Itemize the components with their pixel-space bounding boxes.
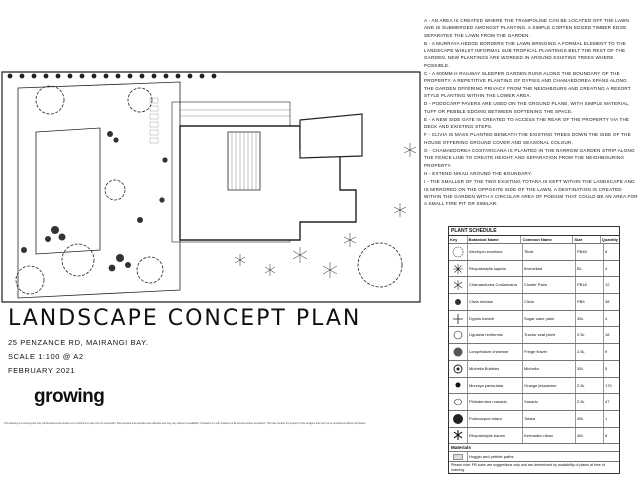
botanical-name: Rhopalostylis sapida [468, 261, 523, 277]
plant-row [449, 411, 619, 428]
plant-row [449, 428, 619, 445]
col-botanical: Botanical Name [468, 236, 522, 243]
design-notes [424, 17, 638, 208]
murraya-hedge [8, 74, 217, 79]
note: H - EXTEND NIKAU AROUND THE BOUNDARY. [424, 170, 532, 176]
common-name: Clivia [523, 294, 576, 310]
plant-quantity: 18 [605, 332, 610, 338]
plant-quantity: 9 [605, 349, 608, 355]
plant-row [449, 344, 619, 361]
lawn-area [36, 128, 100, 254]
schedule-heading: PLANT SCHEDULE [449, 227, 619, 236]
garden-edge [18, 82, 180, 298]
note: D - PODOCARP PAVERS ARE USED ON THE GROUND PLANE, WITH SIMPLE MATERIAL, TUFF OR PEBBLE EDGING BETWEEN SOFTENING THE SPACE. [424, 101, 630, 114]
botanical-name: Philodendron xanadu [468, 394, 523, 410]
plant-quantity: 6 [605, 249, 608, 254]
botanical-name: Podocarpus totara [468, 411, 523, 427]
common-name: Tractor seat plant [523, 327, 576, 343]
plant-row [449, 311, 619, 328]
plant-symbol-icon [449, 344, 468, 360]
common-name: Kermadec nikau [523, 428, 576, 444]
plant-quantity: 38 [605, 299, 610, 305]
note: C - A 600MM H RAILWAY SLEEPER GARDEN RUNS ALONG THE BOUNDARY OF THE PROPERTY. A REPETITIVE PLANTING OF DYPSIS AND CHAMAEDOREA SPANS ALONG THE GARDEN OFFERING PRIVACY FROM THE NEIGHBOURS AND CREATING A RESORT STYLE PLANTING WITHIN THE LOWER AREA. [424, 71, 631, 98]
col-key: Key [449, 236, 468, 243]
date: FEBRUARY 2021 [8, 366, 76, 375]
plant-row [449, 394, 619, 411]
plant-quantity: 5 [605, 365, 608, 371]
plant-symbol-icon [449, 428, 468, 444]
materials-row [449, 452, 619, 462]
botanical-name: Chamaedorea Costaricana [468, 277, 523, 293]
botanical-name: Murraya paniculata [468, 378, 523, 394]
common-name: Titoki [523, 244, 576, 260]
site-plan-drawing [0, 40, 425, 310]
plant-quantity: 4 [605, 265, 608, 271]
tree-canopy [128, 88, 152, 112]
col-size: Size [573, 236, 600, 243]
plant-symbol-icon [449, 411, 468, 427]
plant-size: 2.5L [576, 344, 604, 360]
plant-row [449, 277, 619, 294]
common-name: Cluster Palm [523, 277, 576, 293]
common-name: Sugar cane palm [523, 311, 576, 327]
plant-symbol-icon [449, 327, 468, 343]
plant-quantity: 12 [605, 282, 610, 288]
note: A - AN AREA IS CREATED WHERE THE TRAMPOLINE CAN BE LOCATED OFF THE LAWN AND IS SUBMERGED AMONGST PLANTING. A SIMPLE CORTEN EDGED TIMBER EDGE SEPARATES THE LAWN FROM THE GARDEN. [424, 18, 630, 38]
note: F - CLIVIA IS MASS PLANTED BENEATH THE EXISTING TREES DOWN THE SIDE OF THE HOUSE OFFERING GROUND COVER AND SEASONAL COLOUR. [424, 132, 631, 145]
note: E - A NEW SIDE GATE IS CREATED TO ACCESS THE REAR OF THE PROPERTY VIA THE DECK AND EXISTING STEPS. [424, 116, 630, 130]
note: I - THE SMALLER OF THE TWO EXISTING TOTARA IS KEPT WITHIN THE LANDSCAPE AND IS MIRRORED ON THE OPPOSITE SIDE OF THE LAWN. A DESTINATION IS CREATED WITHIN THE GARDEN WITH A CIRCULAR AREA OF PODIUM THAT COULD BE AN AREA FOR A SMALL FIRE PIT OR SIMILAR. [424, 179, 638, 207]
common-name: Fringe flower [523, 344, 576, 360]
plant-size: PB5 [576, 294, 604, 310]
plant-symbol-icon [449, 378, 468, 394]
plan-title: LANDSCAPE CONCEPT PLAN [8, 306, 362, 331]
common-name: Xanadu [523, 394, 576, 410]
plant-symbol-icon [449, 361, 468, 377]
plant-row [449, 294, 619, 311]
paving-swatch [449, 452, 468, 461]
botanical-name: Clivia miniata [468, 294, 523, 310]
tree-canopy [62, 244, 94, 276]
address: 25 PENZANCE RD, MAIRANGI BAY. [8, 338, 149, 347]
plant-quantity: 1 [605, 415, 608, 421]
common-name: Bromeliad [523, 261, 576, 277]
botanical-name: Michelia Bubbles [468, 361, 523, 377]
plant-schedule [448, 226, 620, 474]
note: B - A MURRAYA HEDGE BORDERS THE LAWN BRINGING A FORMAL ELEMENT TO THE LANDSCAPE WHILST INFORMAL SUB TROPICAL PLANTINGS BELT THE REST OF THE GARDEN. NEW PLANTINGS ARE WORKED IN AROUND EXISTING TREES WHERE POSSIBLE. [424, 40, 627, 68]
plant-size: BL [576, 261, 604, 277]
plant-symbol-icon [449, 261, 468, 277]
col-quantity: Quantity [601, 237, 619, 242]
plant-size: PB18 [576, 277, 604, 293]
col-common: Common Name [521, 236, 573, 243]
plant-row [449, 244, 619, 261]
plant-symbol-icon [449, 394, 468, 410]
common-name: Totara [523, 411, 576, 427]
plant-row [449, 378, 619, 395]
botanical-name: Dypsis baronii [468, 311, 523, 327]
plant-quantity: 47 [605, 399, 610, 405]
plant-size: PB45 [576, 244, 604, 260]
plant-symbol-icon [449, 311, 468, 327]
plant-quantity: 4 [605, 315, 608, 321]
materials-heading: Materials [449, 444, 619, 452]
plant-size: 45L [576, 311, 604, 327]
plant-size: 45L [576, 411, 604, 427]
plant-row [449, 261, 619, 278]
plant-quantity: 8 [605, 432, 608, 438]
plant-row [449, 361, 619, 378]
schedule-header-row [449, 236, 619, 244]
plant-size: 35L [576, 361, 604, 377]
botanical-name: Loropetalum chinense [468, 344, 523, 360]
botanical-name: Rhopalostylis baueri [468, 428, 523, 444]
tree-canopy [137, 257, 163, 283]
tree-canopy [358, 243, 402, 287]
plant-symbol-icon [449, 294, 468, 310]
note: G - CHAMAEDOREA COSTARICANA IS PLANTED IN THE NARROW GARDEN STRIP ALONG THE FENCE LINE TO CREATE HEIGHT AND SEPARATION FROM THE NEIGHBOURING PROPERTY. [424, 148, 635, 168]
scale: SCALE 1:100 @ A2 [8, 352, 84, 361]
plant-symbol-icon [449, 277, 468, 293]
building-upper [300, 114, 362, 158]
plant-size: 2.5L [576, 327, 604, 343]
tree-canopy [36, 86, 64, 114]
schedule-footnote: Please note: PB sizes are suggestions only and are determined by availability of plants at time of ordering. [451, 463, 605, 472]
tree-canopy [105, 180, 125, 200]
plant-size: 2.5L [576, 394, 604, 410]
plant-quantity: 170 [605, 382, 612, 388]
botanical-name: Alectryon excelsus [468, 244, 523, 260]
plant-symbol-icon [449, 244, 468, 260]
plant-size: 2.5L [576, 378, 604, 394]
tree-canopy [16, 266, 44, 294]
material-label: Hoggin and pebble paths [469, 454, 514, 460]
botanical-name: Ligularia reniformis [468, 327, 523, 343]
brand-logo: growing [34, 386, 105, 407]
fine-print: This drawing is a concept plan only. All dimensions and levels to be confirmed on site prior to construction. Plant species and quantities are indicative and may vary subject to availability. Contractor to verify locations of all services before excavation. This plan remains the property of the designer and may not be reproduced without permission. [4, 422, 367, 425]
plant-size: 45L [576, 428, 604, 444]
common-name: Orange jessamine [523, 378, 576, 394]
common-name: Michelia [523, 361, 576, 377]
plant-row [449, 327, 619, 344]
